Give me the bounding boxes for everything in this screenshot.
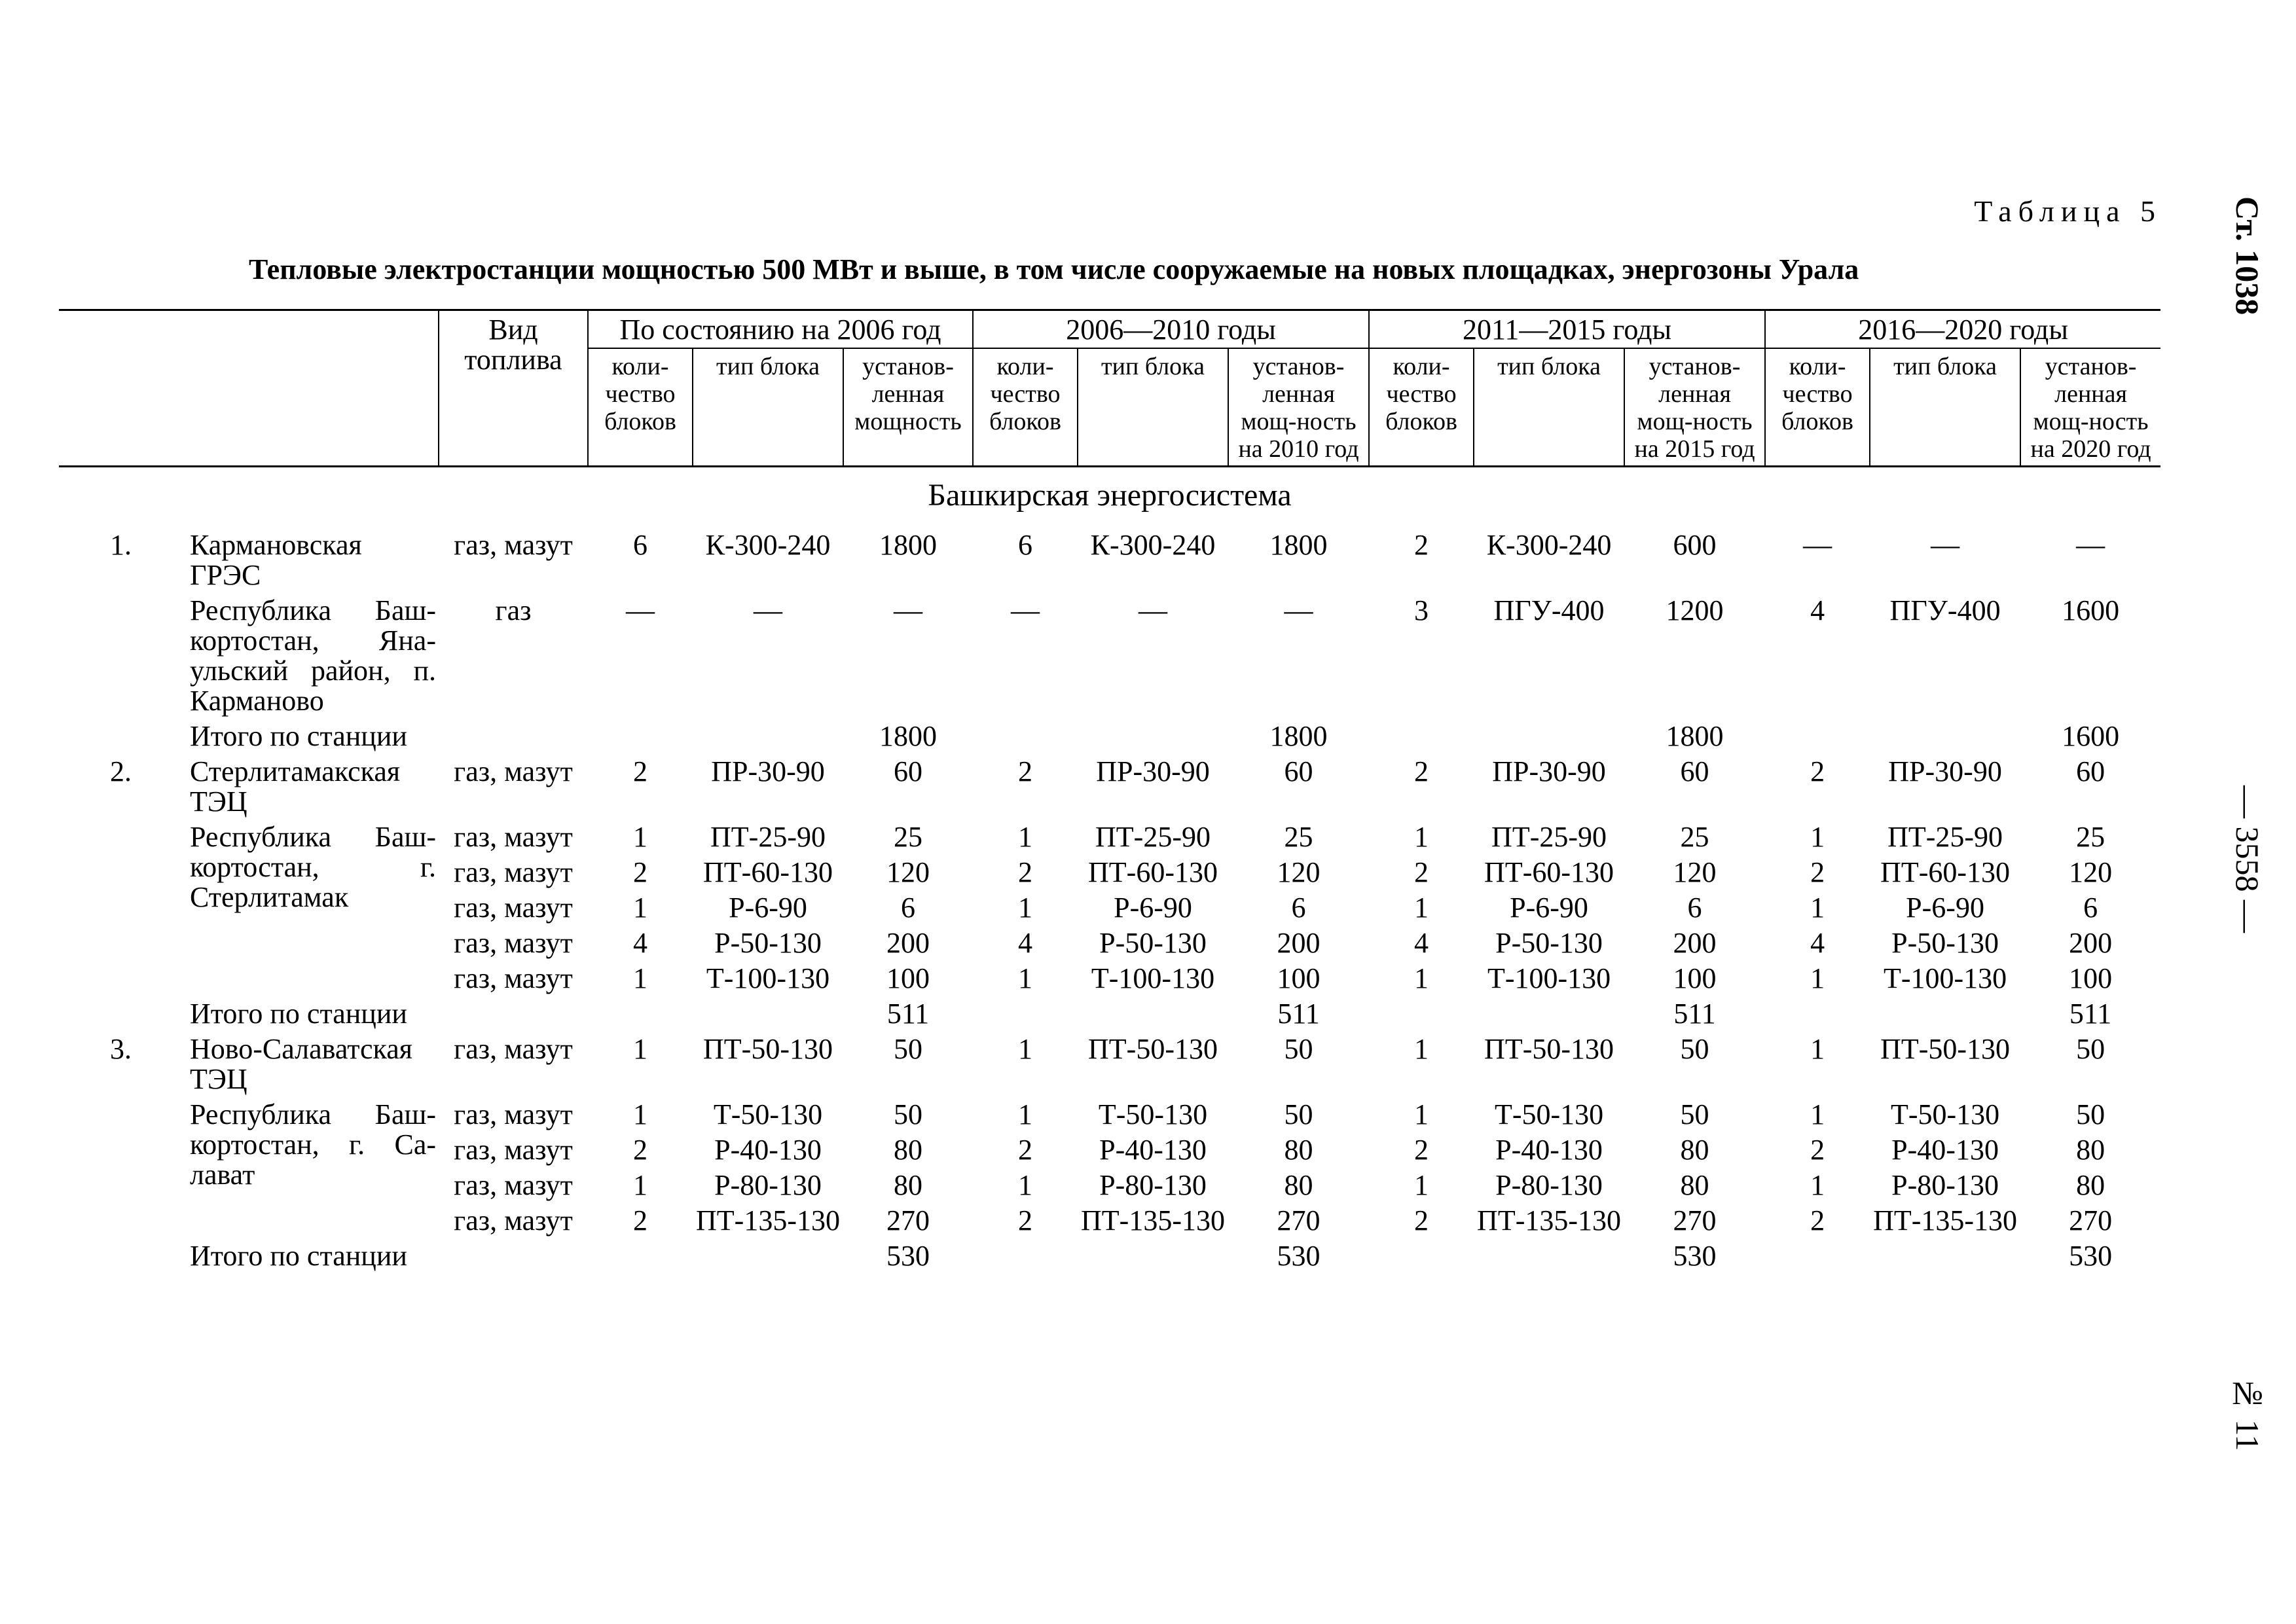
unit-capacity: —: [1284, 594, 1313, 626]
empty-cell: [588, 999, 693, 1034]
header-type: тип блока: [1474, 348, 1624, 467]
unit-count: 1: [633, 962, 647, 994]
unit-type: ПТ-50-130: [703, 1033, 833, 1065]
unit-capacity: 6: [901, 892, 915, 924]
header-qty: коли-чество блоков: [588, 348, 693, 467]
unit-count: 2: [1414, 755, 1429, 787]
empty-cell: [439, 1241, 588, 1276]
unit-type: Т-50-130: [1098, 1098, 1208, 1130]
unit-capacity: 6: [2083, 892, 2098, 924]
empty-cell: [59, 928, 190, 964]
unit-capacity: 50: [2076, 1098, 2105, 1130]
unit-type: Р-50-130: [714, 927, 822, 959]
unit-capacity: —: [894, 594, 922, 626]
station-location: Республика Баш-кортостан, г. Са-лават: [190, 1098, 436, 1191]
table-row: [59, 1034, 2160, 1100]
header-qty: коли-чество блоков: [1765, 348, 1870, 467]
unit-count: 2: [633, 755, 647, 787]
unit-type: Т-100-130: [706, 962, 830, 994]
unit-count: 2: [1018, 856, 1032, 888]
unit-capacity: 80: [2076, 1134, 2105, 1166]
table-row: [59, 822, 2160, 857]
fuel-type: газ, мазут: [454, 529, 573, 561]
unit-count: 2: [1414, 856, 1429, 888]
fuel-type: газ, мазут: [454, 1169, 573, 1201]
empty-cell: [1078, 999, 1228, 1034]
station-total-capacity: 1600: [2062, 720, 2120, 752]
unit-capacity: 80: [1284, 1169, 1313, 1201]
unit-capacity: 120: [1673, 856, 1717, 888]
unit-capacity: 25: [1284, 821, 1313, 853]
table-title: Тепловые электростанции мощностью 500 МВт и выше, в том числе сооружаемые на новых площадках, энергозоны Урала: [249, 253, 1859, 285]
station-total-capacity: 530: [1277, 1240, 1321, 1272]
station-total-label: Итого по станции: [190, 998, 407, 1030]
unit-capacity: 270: [1673, 1204, 1717, 1236]
unit-count: 2: [1810, 856, 1825, 888]
unit-count: 1: [1018, 962, 1032, 994]
unit-type: Т-100-130: [1091, 962, 1215, 994]
fuel-type: газ, мазут: [454, 1134, 573, 1166]
fuel-type: газ, мазут: [454, 856, 573, 888]
unit-type: Р-40-130: [1891, 1134, 1999, 1166]
empty-cell: [1078, 721, 1228, 757]
unit-type: ПТ-25-90: [1491, 821, 1607, 853]
unit-count: 2: [633, 1204, 647, 1236]
unit-capacity: 60: [1680, 755, 1709, 787]
unit-capacity: 1800: [1269, 529, 1328, 561]
unit-type: Р-50-130: [1495, 927, 1603, 959]
unit-count: 1: [1810, 1098, 1825, 1130]
unit-type: ПТ-135-130: [1873, 1204, 2018, 1236]
unit-type: ПР-30-90: [1888, 755, 2002, 787]
header-fuel: Вид топлива: [439, 310, 588, 467]
unit-capacity: 50: [894, 1098, 922, 1130]
unit-count: 2: [1018, 1134, 1032, 1166]
empty-cell: [588, 721, 693, 757]
empty-cell: [59, 857, 190, 893]
unit-count: 2: [633, 1134, 647, 1166]
unit-count: 1: [1414, 1169, 1429, 1201]
unit-count: 6: [633, 529, 647, 561]
empty-cell: [59, 822, 190, 857]
unit-capacity: 1600: [2062, 594, 2120, 626]
unit-capacity: 60: [894, 755, 922, 787]
page-number: — 3558 —: [2229, 785, 2266, 933]
unit-type: ПГУ-400: [1889, 594, 2001, 626]
unit-capacity: 270: [1277, 1204, 1321, 1236]
empty-cell: [693, 721, 843, 757]
empty-cell: [1369, 721, 1474, 757]
unit-type: ПТ-60-130: [1880, 856, 2011, 888]
empty-cell: [1369, 1241, 1474, 1276]
unit-count: —: [1803, 529, 1832, 561]
unit-capacity: 200: [1673, 927, 1717, 959]
unit-type: К-300-240: [1090, 529, 1216, 561]
unit-capacity: 120: [2069, 856, 2113, 888]
station-total-capacity: 530: [2069, 1240, 2113, 1272]
unit-type: Р-6-90: [1906, 892, 1984, 924]
unit-type: ПТ-25-90: [710, 821, 826, 853]
unit-type: К-300-240: [705, 529, 831, 561]
empty-cell: [693, 999, 843, 1034]
empty-cell: [693, 1241, 843, 1276]
unit-type: Р-40-130: [1495, 1134, 1603, 1166]
header-period-2011-2015: 2011—2015 годы: [1369, 310, 1765, 349]
unit-type: К-300-240: [1486, 529, 1612, 561]
fuel-type: газ, мазут: [454, 1204, 573, 1236]
header-capacity: установ-ленная мощ-ность на 2015 год: [1624, 348, 1765, 467]
fuel-type: газ: [495, 594, 532, 626]
empty-cell: [59, 1135, 190, 1170]
unit-capacity: 80: [2076, 1169, 2105, 1201]
unit-count: 1: [633, 1033, 647, 1065]
unit-capacity: 80: [1284, 1134, 1313, 1166]
unit-type: ПТ-135-130: [1081, 1204, 1225, 1236]
unit-type: Р-6-90: [1510, 892, 1588, 924]
empty-cell: [59, 1100, 190, 1135]
unit-capacity: 270: [886, 1204, 930, 1236]
station-total-row: [59, 721, 2160, 757]
station-total-capacity: 1800: [879, 720, 937, 752]
unit-capacity: 100: [1277, 962, 1321, 994]
empty-cell: [1078, 1241, 1228, 1276]
table-row: [59, 757, 2160, 822]
empty-cell: [59, 1241, 190, 1276]
unit-capacity: 80: [894, 1134, 922, 1166]
header-period-2016-2020: 2016—2020 годы: [1765, 310, 2160, 349]
unit-count: 1: [1018, 892, 1032, 924]
unit-capacity: 270: [2069, 1204, 2113, 1236]
unit-capacity: 80: [1680, 1134, 1709, 1166]
station-name: Стерлитамакская ТЭЦ: [190, 755, 401, 818]
unit-count: 1: [1018, 1169, 1032, 1201]
unit-capacity: 600: [1673, 529, 1717, 561]
empty-cell: [1474, 721, 1624, 757]
empty-cell: [1474, 999, 1624, 1034]
unit-capacity: 25: [1680, 821, 1709, 853]
table-row: [59, 1100, 2160, 1135]
station-total-row: [59, 1241, 2160, 1276]
station-total-capacity: 530: [1673, 1240, 1717, 1272]
unit-capacity: 200: [2069, 927, 2113, 959]
issue-number: № 11: [2229, 1375, 2266, 1451]
unit-count: 2: [1810, 1134, 1825, 1166]
station-total-label: Итого по станции: [190, 1240, 407, 1272]
empty-cell: [1369, 999, 1474, 1034]
empty-cell: [59, 721, 190, 757]
empty-cell: [59, 596, 190, 721]
unit-count: 2: [1414, 1204, 1429, 1236]
empty-cell: [439, 721, 588, 757]
station-total-capacity: 511: [1277, 998, 1320, 1030]
header-type: тип блока: [693, 348, 843, 467]
fuel-type: газ, мазут: [454, 1098, 573, 1130]
unit-capacity: 200: [1277, 927, 1321, 959]
unit-count: 1: [633, 1098, 647, 1130]
unit-type: Р-6-90: [1114, 892, 1192, 924]
region-name: Башкирская энергосистема: [928, 478, 1292, 513]
unit-type: Т-50-130: [1890, 1098, 2000, 1130]
unit-type: Р-80-130: [714, 1169, 822, 1201]
header-period-2006: По состоянию на 2006 год: [588, 310, 973, 349]
unit-count: 1: [1018, 1098, 1032, 1130]
unit-count: 2: [1414, 529, 1429, 561]
empty-cell: [1765, 1241, 1870, 1276]
unit-count: 2: [1810, 1204, 1825, 1236]
unit-type: Т-50-130: [713, 1098, 823, 1130]
header-capacity: установ-ленная мощ-ность на 2020 год: [2020, 348, 2160, 467]
unit-type: Р-50-130: [1099, 927, 1207, 959]
unit-type: Р-80-130: [1099, 1169, 1207, 1201]
unit-count: 2: [1018, 755, 1032, 787]
unit-capacity: 25: [2076, 821, 2105, 853]
unit-count: 1: [1018, 821, 1032, 853]
unit-type: ПР-30-90: [711, 755, 825, 787]
fuel-type: газ, мазут: [454, 892, 573, 924]
empty-cell: [59, 1170, 190, 1206]
unit-count: 1: [633, 1169, 647, 1201]
unit-count: 1: [1810, 1033, 1825, 1065]
unit-count: 1: [633, 821, 647, 853]
empty-cell: [59, 893, 190, 928]
fuel-type: газ, мазут: [454, 821, 573, 853]
station-name: Кармановская ГРЭС: [190, 529, 362, 591]
table-row: [59, 530, 2160, 596]
unit-type: Т-100-130: [1487, 962, 1611, 994]
station-number: 3.: [110, 1033, 132, 1065]
unit-capacity: 100: [1673, 962, 1717, 994]
unit-type: ПГУ-400: [1493, 594, 1605, 626]
header-type: тип блока: [1870, 348, 2020, 467]
empty-cell: [59, 964, 190, 999]
station-total-capacity: 511: [1673, 998, 1716, 1030]
unit-capacity: 50: [1284, 1033, 1313, 1065]
header-qty: коли-чество блоков: [973, 348, 1078, 467]
unit-count: 1: [1414, 892, 1429, 924]
unit-type: Р-50-130: [1891, 927, 1999, 959]
empty-cell: [1765, 721, 1870, 757]
unit-count: 1: [633, 892, 647, 924]
unit-capacity: 50: [894, 1033, 922, 1065]
header-qty: коли-чество блоков: [1369, 348, 1474, 467]
unit-capacity: 120: [886, 856, 930, 888]
empty-cell: [1474, 1241, 1624, 1276]
unit-count: 4: [1810, 594, 1825, 626]
unit-capacity: 100: [886, 962, 930, 994]
unit-type: ПТ-60-130: [703, 856, 833, 888]
fuel-type: газ, мазут: [454, 962, 573, 994]
unit-type: ПР-30-90: [1096, 755, 1210, 787]
empty-cell: [973, 1241, 1078, 1276]
unit-capacity: 50: [1284, 1098, 1313, 1130]
unit-capacity: 100: [2069, 962, 2113, 994]
header-period-2006-2010: 2006—2010 годы: [973, 310, 1369, 349]
unit-type: Т-50-130: [1494, 1098, 1604, 1130]
station-location: Республика Баш-кортостан, Яна-ульский район, п. Карманово: [190, 594, 436, 717]
station-name: Ново-Салаватская ТЭЦ: [190, 1033, 413, 1095]
fuel-type: газ, мазут: [454, 927, 573, 959]
empty-cell: [588, 1241, 693, 1276]
unit-count: 4: [1414, 927, 1429, 959]
unit-count: 2: [1018, 1204, 1032, 1236]
empty-cell: [1870, 999, 2020, 1034]
table-label: Таблица 5: [1974, 194, 2162, 228]
unit-count: 3: [1414, 594, 1429, 626]
unit-capacity: 60: [1284, 755, 1313, 787]
empty-cell: [1870, 721, 2020, 757]
unit-capacity: 200: [886, 927, 930, 959]
unit-count: 6: [1018, 529, 1032, 561]
unit-capacity: 80: [894, 1169, 922, 1201]
station-total-capacity: 1800: [1269, 720, 1328, 752]
unit-capacity: 120: [1277, 856, 1321, 888]
page-reference: Ст. 1038: [2229, 196, 2266, 316]
unit-type: ПТ-50-130: [1880, 1033, 2011, 1065]
unit-type: ПТ-135-130: [1477, 1204, 1622, 1236]
fuel-type: газ, мазут: [454, 755, 573, 787]
station-total-row: [59, 999, 2160, 1034]
unit-type: Р-40-130: [1099, 1134, 1207, 1166]
station-number: 1.: [110, 529, 132, 561]
unit-capacity: 6: [1291, 892, 1306, 924]
unit-capacity: 50: [2076, 1033, 2105, 1065]
power-plants-table: [59, 309, 2160, 1276]
unit-count: 1: [1810, 892, 1825, 924]
empty-cell: [1765, 999, 1870, 1034]
unit-type: —: [1139, 594, 1167, 626]
unit-capacity: 60: [2076, 755, 2105, 787]
unit-capacity: 25: [894, 821, 922, 853]
unit-count: 1: [1810, 962, 1825, 994]
unit-count: 2: [1810, 755, 1825, 787]
unit-count: 2: [1414, 1134, 1429, 1166]
unit-type: Р-80-130: [1891, 1169, 1999, 1201]
unit-type: Р-40-130: [714, 1134, 822, 1166]
unit-count: 1: [1018, 1033, 1032, 1065]
unit-type: ПТ-60-130: [1088, 856, 1218, 888]
unit-type: ПТ-60-130: [1484, 856, 1614, 888]
empty-cell: [59, 1206, 190, 1241]
header-capacity: установ-ленная мощность: [843, 348, 973, 467]
header-type: тип блока: [1078, 348, 1228, 467]
unit-count: —: [1011, 594, 1040, 626]
station-location: Республика Баш-кортостан, г. Стерлитамак: [190, 821, 436, 913]
unit-capacity: 6: [1687, 892, 1702, 924]
header-station: [59, 310, 439, 467]
station-number: 2.: [110, 755, 132, 787]
unit-capacity: 50: [1680, 1033, 1709, 1065]
station-total-label: Итого по станции: [190, 720, 407, 752]
station-total-capacity: 511: [886, 998, 930, 1030]
unit-type: —: [1931, 529, 1960, 561]
unit-type: Р-80-130: [1495, 1169, 1603, 1201]
unit-type: ПТ-50-130: [1088, 1033, 1218, 1065]
unit-type: ПР-30-90: [1492, 755, 1606, 787]
empty-cell: [59, 999, 190, 1034]
empty-cell: [973, 721, 1078, 757]
unit-count: 1: [1810, 821, 1825, 853]
station-total-capacity: 511: [2069, 998, 2112, 1030]
unit-count: 4: [1018, 927, 1032, 959]
fuel-type: газ, мазут: [454, 1033, 573, 1065]
unit-count: 1: [1414, 1098, 1429, 1130]
unit-type: ПТ-25-90: [1887, 821, 2003, 853]
unit-type: Р-6-90: [729, 892, 807, 924]
unit-capacity: 80: [1680, 1169, 1709, 1201]
unit-type: ПТ-135-130: [696, 1204, 840, 1236]
unit-count: 4: [633, 927, 647, 959]
unit-type: ПТ-50-130: [1484, 1033, 1614, 1065]
station-total-capacity: 530: [886, 1240, 930, 1272]
unit-capacity: 1200: [1666, 594, 1724, 626]
station-total-capacity: 1800: [1666, 720, 1724, 752]
empty-cell: [439, 999, 588, 1034]
unit-type: Т-100-130: [1883, 962, 2007, 994]
empty-cell: [1870, 1241, 2020, 1276]
unit-count: 4: [1810, 927, 1825, 959]
unit-count: 1: [1414, 1033, 1429, 1065]
unit-count: 2: [633, 856, 647, 888]
header-capacity: установ-ленная мощ-ность на 2010 год: [1228, 348, 1369, 467]
unit-count: 1: [1414, 821, 1429, 853]
unit-capacity: 50: [1680, 1098, 1709, 1130]
unit-count: —: [626, 594, 655, 626]
unit-capacity: 1800: [879, 529, 937, 561]
unit-capacity: —: [2076, 529, 2105, 561]
empty-cell: [973, 999, 1078, 1034]
table-row: [59, 596, 2160, 721]
unit-count: 1: [1810, 1169, 1825, 1201]
unit-type: ПТ-25-90: [1095, 821, 1211, 853]
unit-count: 1: [1414, 962, 1429, 994]
unit-type: —: [754, 594, 782, 626]
